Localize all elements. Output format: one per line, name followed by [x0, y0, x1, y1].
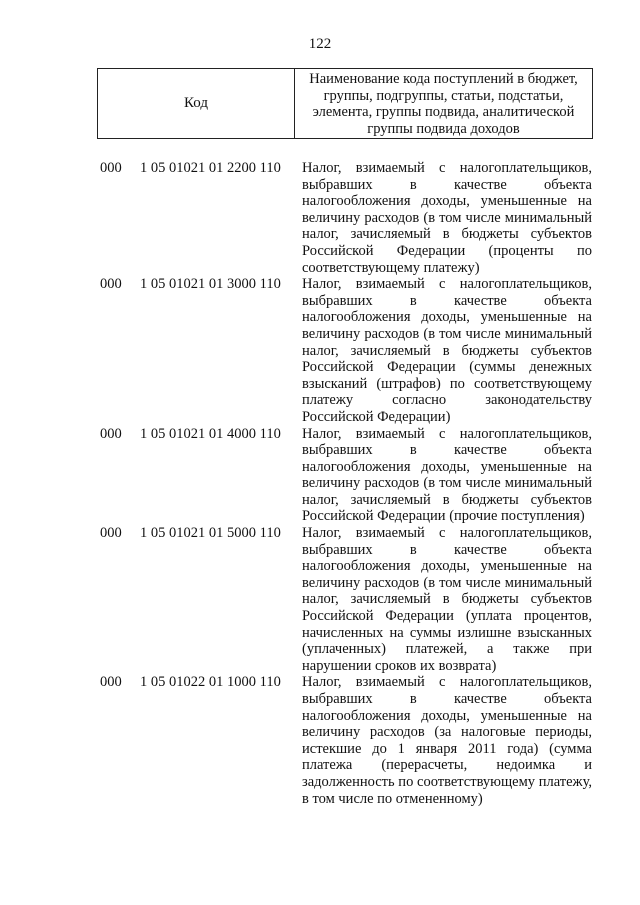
row-description	[300, 276, 592, 425]
row-code: 1 05 01022 01 1000 110	[140, 674, 281, 691]
description-line: Российской Федерации (прочие поступления)	[302, 508, 585, 525]
description-line: налог, зачисляемый в бюджеты субъектов	[302, 591, 592, 608]
description-line: платежу согласно законодательству	[302, 392, 592, 409]
description-line: Российской Федерации (проценты по	[302, 242, 592, 259]
description-line: Налог, взимаемый с налогоплательщиков,	[302, 674, 592, 691]
row-code: 1 05 01021 01 5000 110	[140, 525, 281, 542]
description-line: налог, зачисляемый в бюджеты субъектов	[302, 342, 592, 359]
description-line: Российской Федерации (суммы денежных	[302, 359, 592, 376]
description-line: выбравших в качестве объекта	[302, 176, 592, 193]
description-line: налог, зачисляемый в бюджеты субъектов	[302, 491, 592, 508]
row-description	[300, 525, 592, 674]
description-line: выбравших в качестве объекта	[302, 691, 592, 707]
description-line: Налог, взимаемый с налогоплательщиков,	[302, 525, 592, 542]
description-line: выбравших в качестве объекта	[302, 541, 592, 558]
description-line: величину расходов (в том числе минимальный	[302, 574, 592, 591]
description-line: налогообложения доходы, уменьшенные на	[302, 309, 592, 326]
page-number: 122	[308, 36, 332, 52]
row-description	[300, 160, 592, 276]
row-prefix: 000	[100, 425, 122, 442]
description-line: Российской Федерации)	[302, 408, 451, 425]
description-line: налог, зачисляемый в бюджеты субъектов	[302, 226, 592, 243]
description-line: задолженность по соответствующему платежу,	[302, 773, 592, 790]
description-line: величину расходов (за налоговые периоды,	[302, 724, 592, 741]
description-line: нарушении сроков их возврата)	[302, 657, 497, 674]
description-line: величину расходов (в том числе минимальный	[302, 325, 592, 342]
description-line: истекшие до 1 января 2011 года) (сумма	[302, 740, 592, 757]
description-line: выбравших в качестве объекта	[302, 292, 592, 309]
description-line: Российской Федерации (уплата процентов,	[302, 608, 592, 625]
description-line: соответствующему платежу)	[302, 259, 480, 276]
table-row	[100, 426, 592, 526]
row-code: 1 05 01021 01 4000 110	[140, 425, 281, 442]
row-prefix: 000	[100, 276, 122, 293]
row-code: 1 05 01021 01 2200 110	[140, 160, 281, 176]
table-row	[100, 276, 592, 425]
description-line: величину расходов (в том числе минимальный	[302, 209, 592, 226]
description-line: величину расходов (в том числе минимальный	[302, 475, 592, 492]
row-description	[300, 674, 592, 807]
table-row	[100, 674, 592, 807]
description-line: Налог, взимаемый с налогоплательщиков,	[302, 425, 592, 442]
row-code: 1 05 01021 01 3000 110	[140, 276, 281, 293]
description-line: (уплаченных) платежей, а также при	[302, 641, 592, 658]
description-line: Налог, взимаемый с налогоплательщиков,	[302, 276, 592, 293]
table-row	[100, 525, 592, 674]
row-prefix: 000	[100, 160, 122, 176]
header-code-column: Код	[98, 69, 295, 138]
header-name-column: Наименование кода поступлений в бюджет, группы, подгруппы, статьи, подстатьи, элемента, группы подвида, аналитической группы подвида доходов	[309, 71, 578, 137]
table-body	[100, 160, 592, 807]
row-prefix: 000	[100, 674, 122, 691]
description-line: в том числе по отмененному)	[302, 790, 483, 807]
description-line: выбравших в качестве объекта	[302, 442, 592, 459]
description-line: налогообложения доходы, уменьшенные на	[302, 707, 592, 724]
description-line: Налог, взимаемый с налогоплательщиков,	[302, 160, 592, 176]
description-line: налогообложения доходы, уменьшенные на	[302, 193, 592, 210]
table-row	[100, 160, 592, 276]
description-line: налогообложения доходы, уменьшенные на	[302, 558, 592, 575]
row-prefix: 000	[100, 525, 122, 542]
table-header	[97, 68, 593, 139]
description-line: взысканий (штрафов) по соответствующему	[302, 375, 592, 392]
row-description	[300, 426, 592, 526]
description-line: начисленных на суммы излишне взысканных	[302, 624, 592, 641]
description-line: налогообложения доходы, уменьшенные на	[302, 458, 592, 475]
description-line: платежа (перерасчеты, недоимка и	[302, 757, 592, 774]
